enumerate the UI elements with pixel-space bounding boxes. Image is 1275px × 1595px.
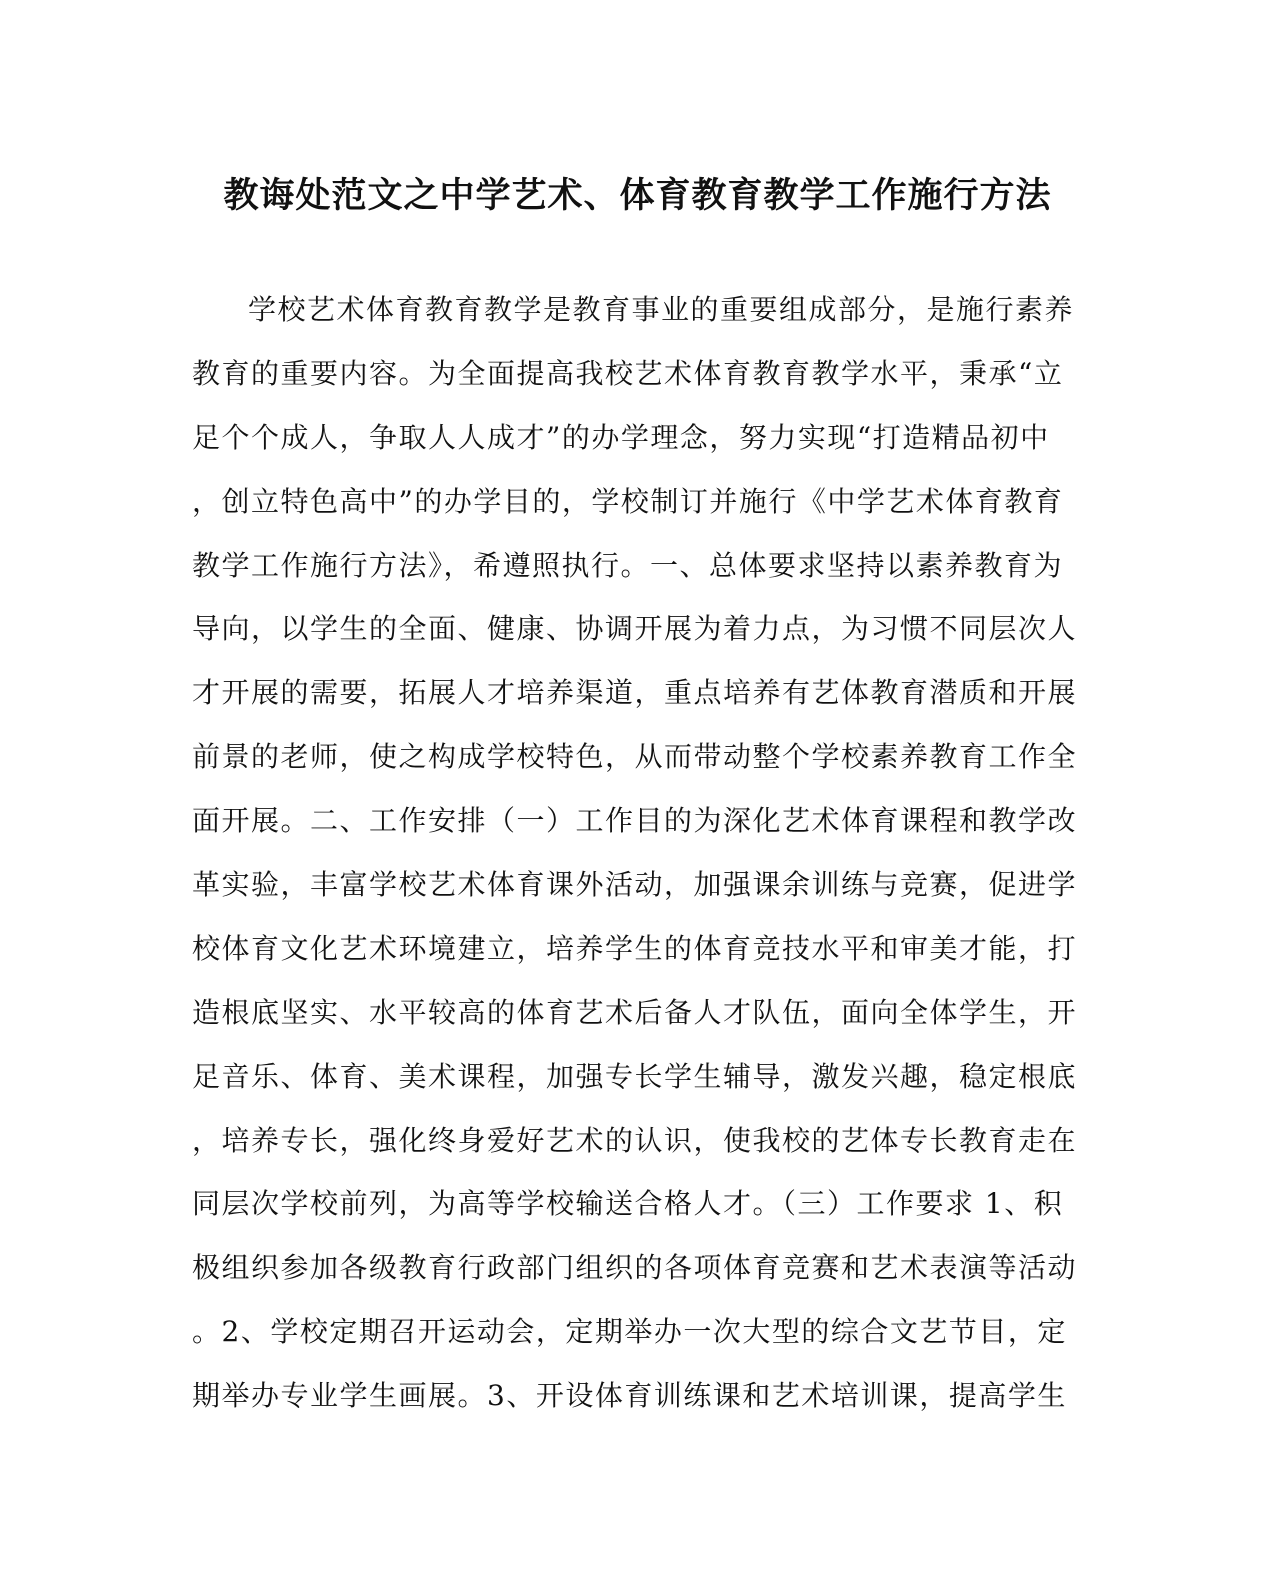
body-line: 教学工作施行方法》，希遵照执行。一、总体要求坚持以素养教育为 [192,548,1064,582]
body-line: 极组织参加各级教育行政部门组织的各项体育竞赛和艺术表演等活动 [192,1251,1078,1285]
body-line: ，培养专长，强化终身爱好艺术的认识，使我校的艺体专长教育走在 [192,1123,1078,1157]
body-line: 学校艺术体育教育教学是教育事业的重要组成部分，是施行素养 [248,293,1075,326]
body-line: 同层次学校前列，为高等学校输送合格人才。（三）工作要求 1、积 [192,1187,1064,1221]
body-line: 革实验，丰富学校艺术体育课外活动，加强课余训练与竞赛，促进学 [192,868,1078,902]
body-line: 前景的老师，使之构成学校特色，从而带动整个学校素养教育工作全 [192,740,1078,774]
body-line: 导向，以学生的全面、健康、协调开展为着力点，为习惯不同层次人 [192,612,1078,646]
body-line: ，创立特色高中”的办学目的，学校制订并施行《中学艺术体育教育 [192,484,1064,518]
body-line: 足音乐、体育、美术课程，加强专长学生辅导，激发兴趣，稳定根底 [192,1059,1078,1093]
document-body [192,278,1078,1428]
document-title: 教诲处范文之中学艺术、体育教育教学工作施行方法 [223,175,1052,216]
body-line: 造根底坚实、水平较高的体育艺术后备人才队伍，面向全体学生，开 [192,995,1078,1029]
body-line: 。2、学校定期召开运动会，定期举办一次大型的综合文艺节目，定 [192,1315,1067,1349]
body-line: 足个个成人，争取人人成才”的办学理念，努力实现“打造精品初中 [192,420,1050,454]
body-line: 面开展。二、工作安排（一）工作目的为深化艺术体育课程和教学改 [192,804,1078,838]
body-line: 才开展的需要，拓展人才培养渠道，重点培养有艺体教育潜质和开展 [192,676,1078,710]
body-line: 校体育文化艺术环境建立，培养学生的体育竞技水平和审美才能，打 [192,931,1078,965]
body-line: 教育的重要内容。为全面提高我校艺术体育教育教学水平，秉承“立 [192,356,1064,390]
body-line: 期举办专业学生画展。3、开设体育训练课和艺术培训课，提高学生 [192,1379,1067,1413]
